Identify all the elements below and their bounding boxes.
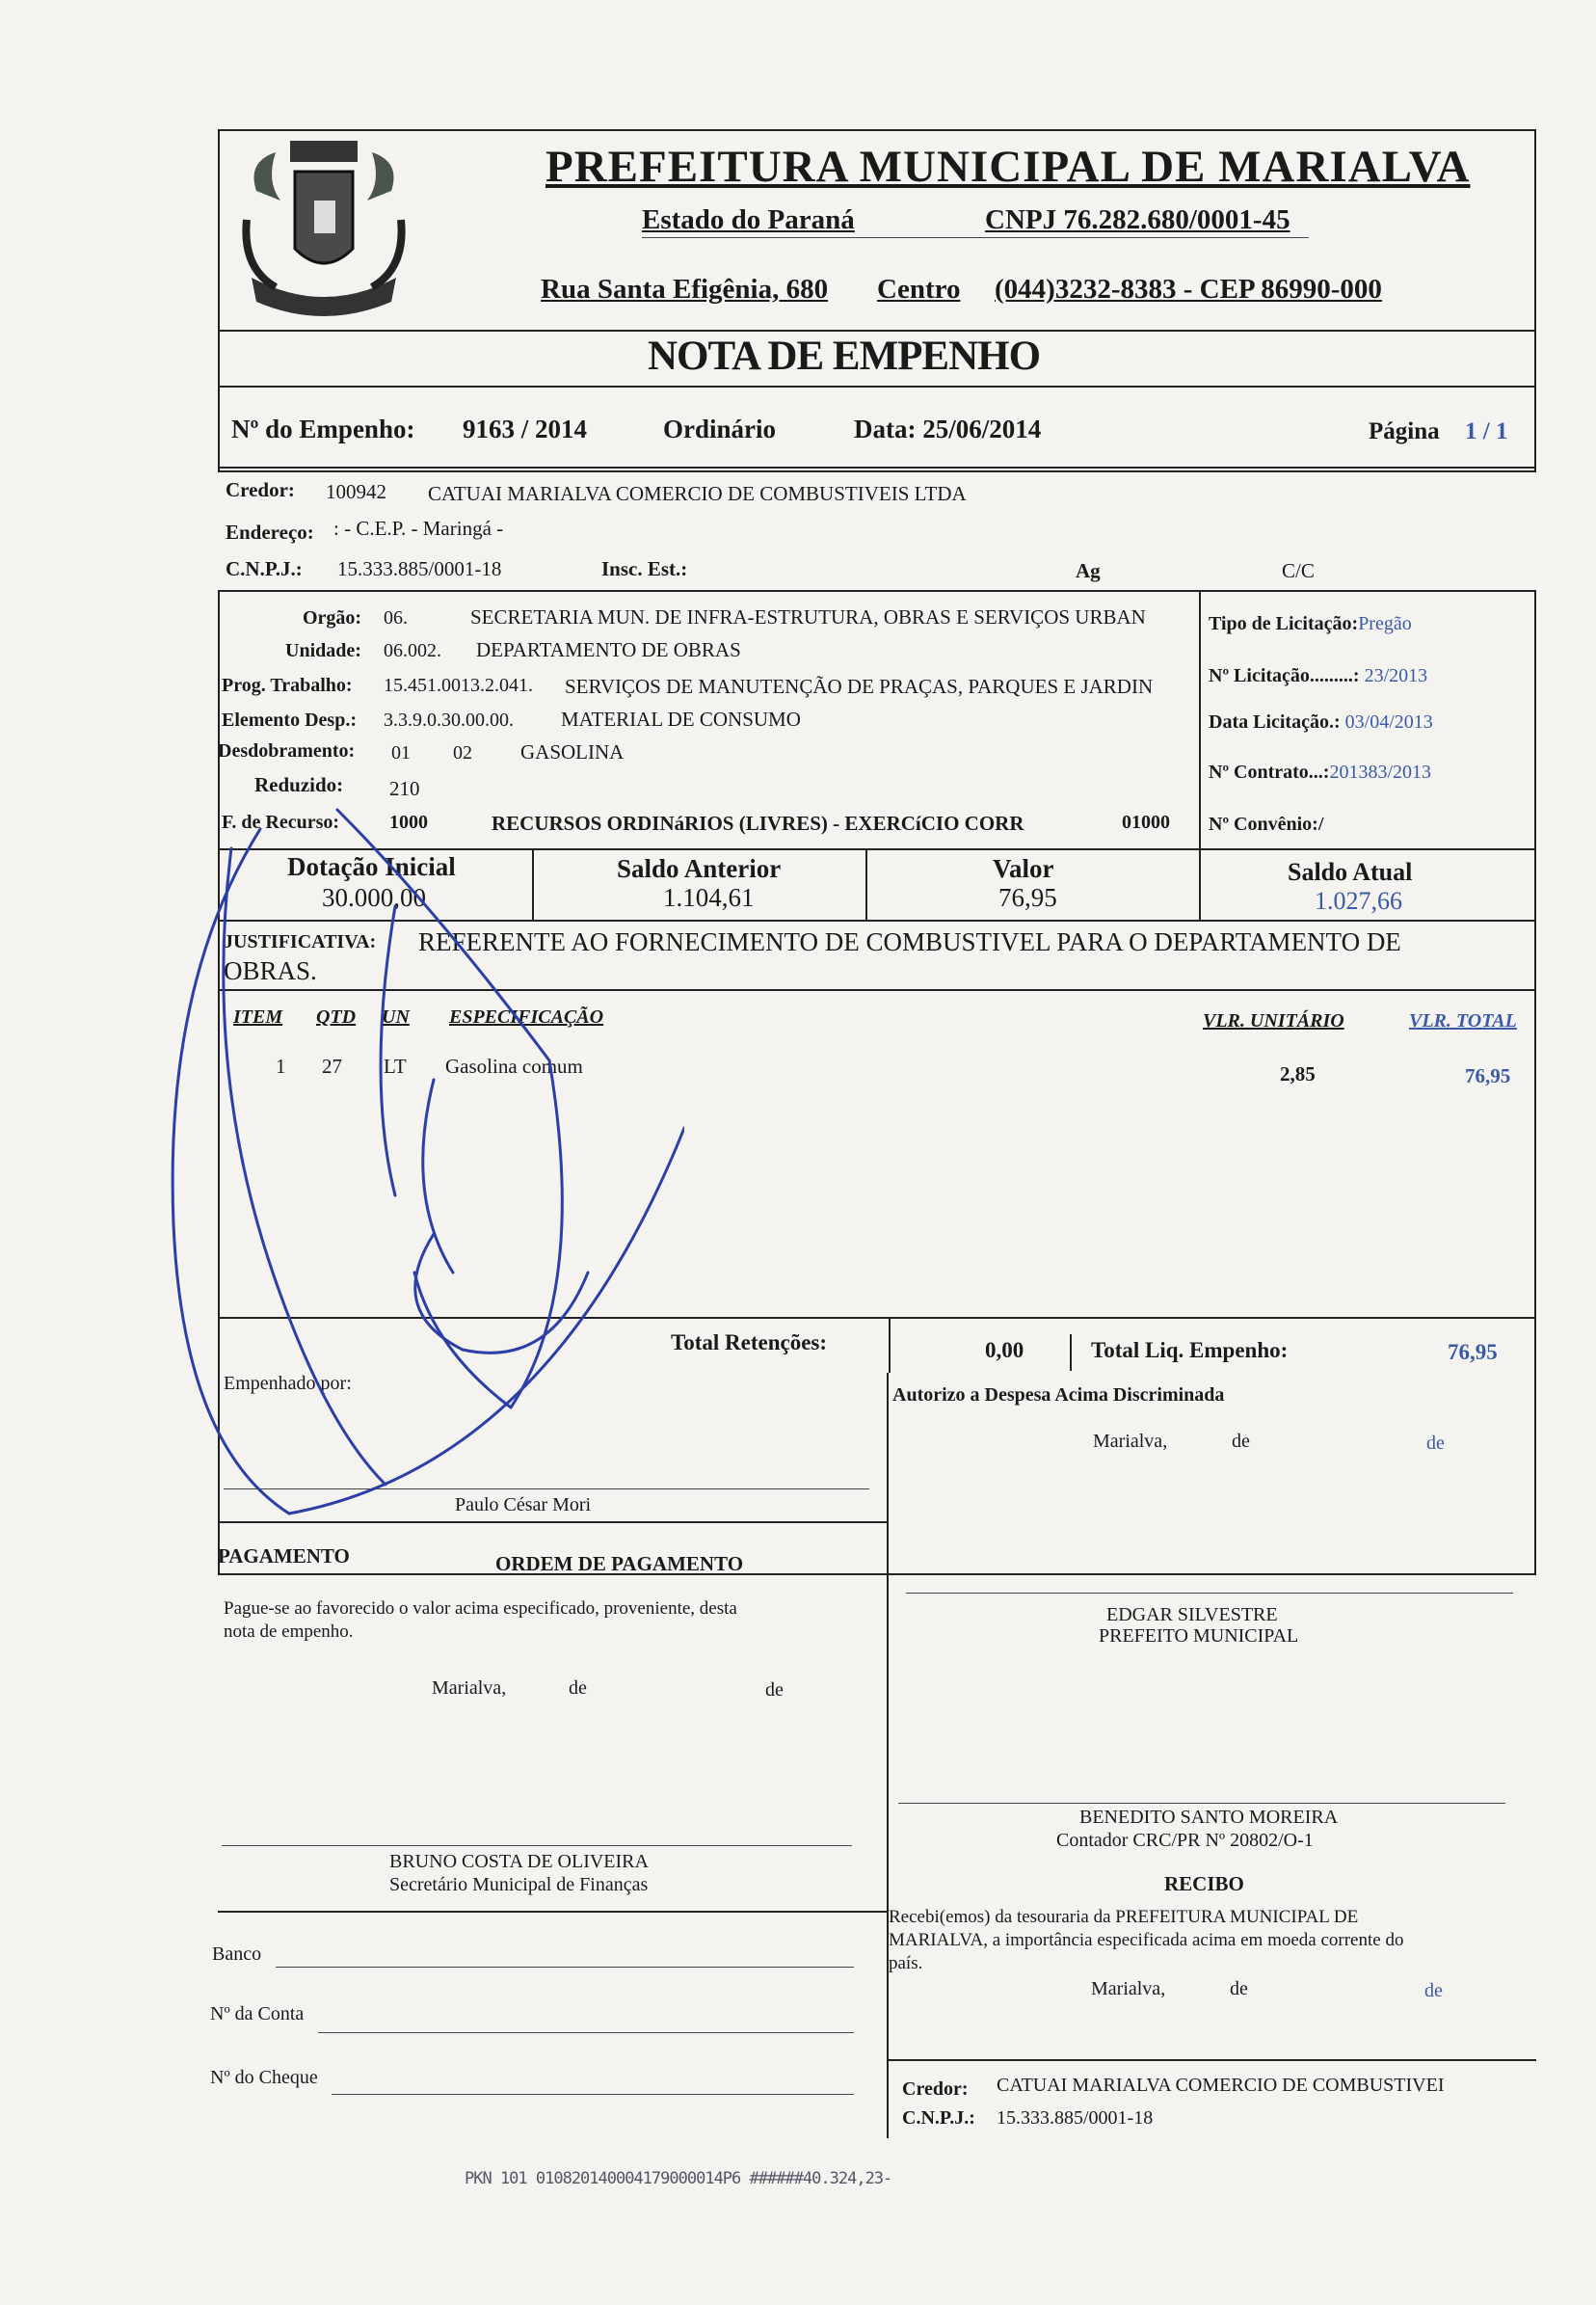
conta-line — [318, 2032, 854, 2033]
empenho-tipo: Ordinário — [663, 415, 777, 443]
banco-top-line — [218, 1911, 889, 1913]
num-licitacao-label — [1209, 665, 1427, 687]
saldo-anterior-label: Saldo Anterior — [617, 854, 782, 883]
prefeito-sign-line — [906, 1593, 1513, 1594]
recurso-desc: RECURSOS ORDINáRIOS (LIVRES) - EXERCíCIO CORR — [492, 812, 1024, 835]
orgao-label: Orgão: — [303, 607, 362, 629]
empenho-num-value: 9163 / 2014 — [463, 415, 588, 443]
document-title: NOTA DE EMPENHO — [648, 334, 1041, 379]
desdobramento-label: Desdobramento: — [218, 740, 356, 762]
recibo-credor-top-line — [889, 2059, 1536, 2061]
pague-local: Marialva, — [432, 1677, 507, 1699]
recibo-credor-label: Credor: — [902, 2078, 969, 2100]
unidade-code: 06.002. — [384, 640, 441, 661]
credor-nome: CATUAI MARIALVA COMERCIO DE COMBUSTIVEIS LTDA — [428, 482, 967, 505]
recurso-code: 1000 — [389, 812, 428, 833]
prefeito-nome: EDGAR SILVESTRE — [1106, 1604, 1278, 1625]
col-item-header: ITEM — [233, 1006, 283, 1028]
dotacao-divider — [1199, 590, 1201, 854]
header-title: PREFEITURA MUNICIPAL DE MARIALVA — [545, 142, 1471, 192]
empenhado-label: Empenhado por: — [224, 1373, 352, 1394]
saldos-div-3 — [1199, 848, 1201, 920]
col-qtd-header: QTD — [316, 1006, 357, 1028]
unidade-desc: DEPARTAMENTO DE OBRAS — [476, 638, 741, 661]
autorizo-de1: de — [1232, 1431, 1250, 1452]
pagamento-label: PAGAMENTO — [218, 1544, 350, 1568]
recibo-de2: de — [1424, 1980, 1443, 2001]
handwritten-rubric-signature — [145, 791, 684, 1523]
recibo-line1: Recebi(emos) da tesouraria da PREFEITURA MUNICIPAL DE — [889, 1907, 1359, 1927]
recibo-cnpj-value: 15.333.885/0001-18 — [997, 2107, 1154, 2129]
estado-underline — [642, 237, 1309, 238]
recibo-local: Marialva, — [1091, 1978, 1166, 1999]
signatures-divider — [887, 1373, 889, 2138]
data-licitacao-label-text: Data Licitação.: — [1209, 711, 1341, 733]
row-espec: Gasolina comum — [445, 1055, 583, 1078]
pagina-label: Página — [1369, 418, 1440, 444]
col-espec-header: ESPECIFICAÇÃO — [449, 1006, 604, 1028]
header-centro: Centro — [877, 274, 961, 305]
elemento-label: Elemento Desp.: — [222, 710, 357, 731]
empenho-num-label: Nº do Empenho: — [231, 415, 415, 443]
col-un-header: UN — [382, 1006, 410, 1028]
num-licitacao-value: 23/2013 — [1364, 665, 1428, 686]
row-qtd: 27 — [322, 1055, 342, 1078]
ordem-pagamento-label: ORDEM DE PAGAMENTO — [495, 1552, 744, 1575]
banco-label: Banco — [212, 1943, 262, 1965]
orgao-code: 06. — [384, 607, 408, 629]
secretario-sign-line — [222, 1845, 852, 1846]
elemento-code: 3.3.9.0.30.00.00. — [384, 710, 514, 731]
cheque-line — [332, 2094, 854, 2095]
recibo-cnpj-label: C.N.P.J.: — [902, 2107, 975, 2129]
row-item: 1 — [276, 1055, 286, 1078]
autorizo-local: Marialva, — [1093, 1431, 1168, 1452]
tipo-licitacao-value: Pregão — [1358, 613, 1412, 634]
reduzido-label: Reduzido: — [254, 773, 344, 796]
header-divider — [218, 330, 1536, 332]
pague-de1: de — [569, 1677, 587, 1699]
recibo-de1: de — [1230, 1978, 1248, 1999]
unidade-label: Unidade: — [285, 640, 361, 661]
recibo-line2: MARIALVA, a importância especificada acima em moeda corrente do — [889, 1930, 1404, 1950]
header-divider-bottom — [218, 386, 1536, 388]
row-vlr-unit: 2,85 — [1280, 1062, 1316, 1085]
cc-label: C/C — [1282, 559, 1315, 582]
contador-cargo: Contador CRC/PR Nº 20802/O-1 — [1056, 1830, 1314, 1851]
col-vlr-total-header: VLR. TOTAL — [1409, 1010, 1517, 1032]
row-vlr-total: 76,95 — [1465, 1064, 1511, 1087]
autorizo-text: Autorizo a Despesa Acima Discriminada — [892, 1384, 1225, 1406]
valor-label: Valor — [993, 854, 1054, 883]
prog-label: Prog. Trabalho: — [222, 675, 353, 696]
pague-line1: Pague-se ao favorecido o valor acima especificado, proveniente, desta — [224, 1598, 737, 1619]
reduzido-value: 210 — [389, 777, 420, 800]
insc-est-label: Insc. Est.: — [601, 557, 688, 580]
dotacao-inicial-label: Dotação Inicial — [287, 852, 456, 881]
pague-de2: de — [765, 1679, 784, 1701]
recurso-label: F. de Recurso: — [222, 812, 340, 833]
justificativa-label: JUSTIFICATIVA: — [224, 931, 377, 952]
contrato-label — [1209, 762, 1431, 784]
total-retencoes-label: Total Retenções: — [671, 1330, 828, 1354]
orgao-desc: SECRETARIA MUN. DE INFRA-ESTRUTURA, OBRAS E SERVIÇOS URBAN — [470, 605, 1146, 629]
empenhado-nome: Paulo César Mori — [455, 1494, 592, 1515]
total-retencoes-value: 0,00 — [985, 1338, 1024, 1362]
credor-codigo: 100942 — [326, 480, 386, 503]
header-estado: Estado do Paraná — [642, 204, 855, 235]
header-cnpj: CNPJ 76.282.680/0001-45 — [985, 204, 1290, 235]
tipo-licitacao-label — [1209, 613, 1412, 635]
row-un: LT — [384, 1055, 407, 1078]
coat-of-arms-logo — [237, 133, 411, 326]
saldos-div-2 — [865, 848, 867, 920]
saldo-atual-label: Saldo Atual — [1288, 858, 1413, 886]
empenho-data: Data: 25/06/2014 — [854, 415, 1042, 443]
endereco-value: : - C.E.P. - Maringá - — [333, 517, 504, 540]
col-vlr-unit-header: VLR. UNITÁRIO — [1203, 1010, 1344, 1032]
data-licitacao-label — [1209, 711, 1433, 734]
ag-label: Ag — [1076, 559, 1101, 582]
desdobramento-desc: GASOLINA — [520, 740, 625, 764]
tipo-licitacao-label-text: Tipo de Licitação: — [1209, 613, 1359, 634]
totals-div-1 — [889, 1317, 891, 1373]
credor-label: Credor: — [226, 478, 295, 501]
elemento-desc: MATERIAL DE CONSUMO — [561, 708, 801, 731]
contrato-value: 201383/2013 — [1329, 762, 1432, 783]
justificativa-line2: OBRAS. — [224, 956, 317, 985]
recurso-num: 01000 — [1122, 812, 1170, 833]
contador-nome: BENEDITO SANTO MOREIRA — [1079, 1807, 1339, 1828]
recibo-line3: país. — [889, 1953, 923, 1973]
desdobramento-code: 01 — [391, 742, 411, 764]
valor-value: 76,95 — [998, 883, 1057, 912]
saldo-anterior-value: 1.104,61 — [663, 883, 755, 912]
prefeito-cargo: PREFEITO MUNICIPAL — [1099, 1625, 1299, 1647]
header-contato: (044)3232-8383 - CEP 86990-000 — [995, 274, 1382, 305]
recibo-title: RECIBO — [1164, 1872, 1244, 1895]
justificativa-line1: REFERENTE AO FORNECIMENTO DE COMBUSTIVEL PARA O DEPARTAMENTO DE — [418, 927, 1401, 956]
cheque-label: Nº do Cheque — [210, 2067, 318, 2088]
contrato-label-text: Nº Contrato...: — [1209, 762, 1330, 783]
data-licitacao-value: 03/04/2013 — [1344, 711, 1433, 733]
rodape-codigo: PKN 101 010820140004179000014P6 ######40.324,23- — [465, 2169, 892, 2188]
convenio-label: Nº Convênio:/ — [1209, 814, 1324, 835]
credor-cnpj-label: C.N.P.J.: — [226, 557, 303, 580]
endereco-label: Endereço: — [226, 521, 314, 544]
secretario-cargo: Secretário Municipal de Finanças — [389, 1874, 649, 1895]
credor-cnpj-value: 15.333.885/0001-18 — [337, 557, 502, 580]
prog-code: 15.451.0013.2.041. — [384, 675, 533, 696]
total-liq-value: 76,95 — [1448, 1340, 1498, 1364]
autorizo-de2: de — [1426, 1433, 1445, 1454]
num-licitacao-label-text: Nº Licitação.........: — [1209, 665, 1360, 686]
secretario-nome: BRUNO COSTA DE OLIVEIRA — [389, 1851, 649, 1872]
banco-line — [276, 1967, 854, 1968]
conta-label: Nº da Conta — [210, 2003, 305, 2024]
contador-sign-line — [898, 1803, 1505, 1804]
totals-div-2 — [1070, 1334, 1072, 1371]
pagina-value: 1 / 1 — [1465, 418, 1508, 444]
header-rua: Rua Santa Efigênia, 680 — [541, 274, 829, 305]
saldo-atual-value: 1.027,66 — [1315, 887, 1402, 915]
recibo-credor-value: CATUAI MARIALVA COMERCIO DE COMBUSTIVEI — [997, 2075, 1445, 2096]
dotacao-inicial-value: 30.000,00 — [322, 883, 426, 912]
pague-line2: nota de empenho. — [224, 1622, 354, 1642]
total-liq-label: Total Liq. Empenho: — [1091, 1338, 1289, 1362]
prog-desc: SERVIÇOS DE MANUTENÇÃO DE PRAÇAS, PARQUES E JARDIN — [565, 675, 1154, 698]
desdobramento-sub: 02 — [453, 742, 472, 764]
